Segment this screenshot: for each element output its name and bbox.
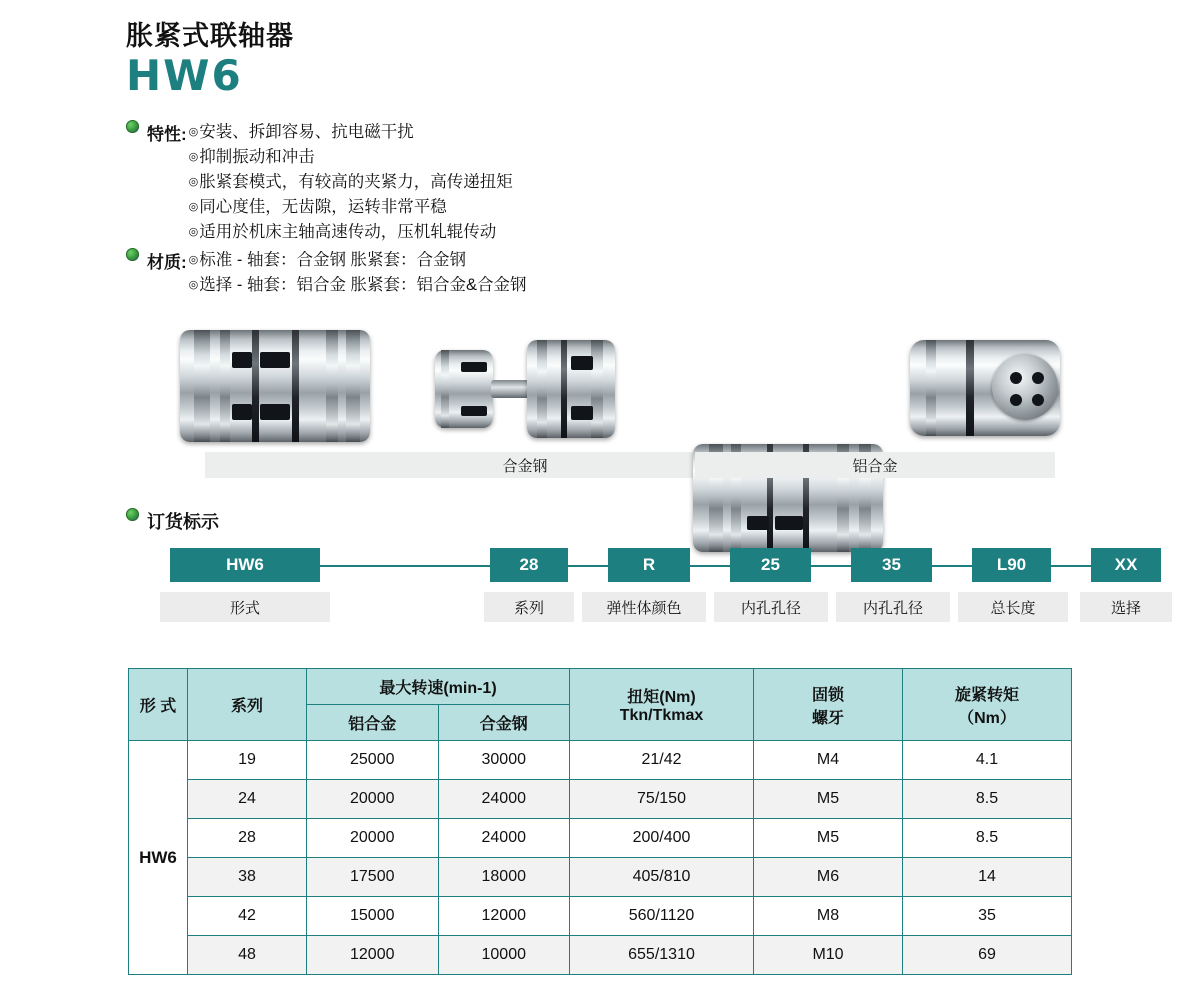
list-item: ◎同心度佳，无齿隙，运转非常平稳 [188,198,447,216]
cell-lock-thread: M4 [754,741,903,780]
cell-tightening-torque: 14 [903,858,1072,897]
cell-speed-aluminum: 25000 [307,741,439,780]
caption-aluminum-text: 铝合金 [852,457,898,475]
col-tightening-torque: 旋紧转矩 （Nm） [903,669,1072,741]
order-code-bore1: 25 [730,548,811,582]
product-photo-steel-assembled [180,330,370,442]
chain-connector [690,565,730,567]
table-row [129,780,1072,819]
cell-lock-thread: M5 [754,780,903,819]
features-section [126,120,513,245]
order-label-series: 系列 [484,592,574,622]
cell-series: 24 [188,780,307,819]
cell-lock-thread: M8 [754,897,903,936]
product-title: 胀紧式联轴器 [126,21,294,51]
cell-speed-steel: 24000 [438,819,570,858]
cell-tightening-torque: 8.5 [903,780,1072,819]
product-model: HW6 [126,50,243,100]
table-row [129,858,1072,897]
cell-speed-aluminum: 12000 [307,936,439,975]
cell-torque: 560/1120 [570,897,754,936]
cell-series: 42 [188,897,307,936]
col-max-speed: 最大转速(min-1) [307,669,570,705]
list-item: ◎胀紧套模式，有较高的夹紧力，高传递扭矩 [188,173,513,191]
cell-torque: 21/42 [570,741,754,780]
chain-connector [320,565,490,567]
order-label-bore1: 内孔孔径 [714,592,828,622]
cell-series: 48 [188,936,307,975]
square-bullet-icon: ◎ [188,176,199,188]
spec-table [128,668,1072,975]
chain-connector [1051,565,1091,567]
list-item: ◎抑制振动和冲击 [188,148,315,166]
bullet-icon [126,508,139,521]
table-header-row [129,669,1072,705]
ordering-label: 订货标示 [147,512,219,532]
cell-lock-thread: M6 [754,858,903,897]
product-images [180,322,1070,475]
order-code-form: HW6 [170,548,320,582]
chain-connector [932,565,972,567]
cell-speed-steel: 24000 [438,780,570,819]
material-list [189,248,527,298]
order-code-option: XX [1091,548,1161,582]
order-code-color: R [608,548,690,582]
cell-tightening-torque: 69 [903,936,1072,975]
col-type: 形 式 [129,669,188,741]
table-row [129,741,1072,780]
square-bullet-icon: ◎ [188,279,199,291]
list-item: ◎适用於机床主轴高速传动，压机轧辊传动 [188,223,497,241]
order-label-form: 形式 [160,592,330,622]
material-label: 材质: [147,253,187,272]
col-lock-thread: 固锁 螺牙 [754,669,903,741]
order-code-length: L90 [972,548,1051,582]
table-row [129,819,1072,858]
cell-lock-thread: M5 [754,819,903,858]
order-code-bore2: 35 [851,548,932,582]
order-code-series: 28 [490,548,568,582]
list-item: ◎标准 - 轴套：合金钢 胀紧套：合金钢 [188,251,467,269]
cell-tightening-torque: 35 [903,897,1072,936]
product-photo-steel-exploded [435,340,615,438]
square-bullet-icon: ◎ [188,226,199,238]
spec-table-body [129,741,1072,975]
cell-series: 19 [188,741,307,780]
cell-tightening-torque: 4.1 [903,741,1072,780]
col-torque: 扭矩(Nm) Tkn/Tkmax [570,669,754,741]
cell-series: 38 [188,858,307,897]
bullet-icon [126,248,139,261]
caption-steel-text: 合金钢 [502,457,548,475]
order-label-length: 总长度 [958,592,1068,622]
bullet-icon [126,120,139,133]
list-item: ◎安装、拆卸容易、抗电磁干扰 [188,123,414,141]
col-series: 系列 [188,669,307,741]
col-speed-steel: 合金钢 [438,705,570,741]
features-list [189,120,513,245]
cell-speed-aluminum: 20000 [307,780,439,819]
cell-speed-aluminum: 20000 [307,819,439,858]
chain-connector [568,565,608,567]
square-bullet-icon: ◎ [188,201,199,213]
cell-speed-steel: 30000 [438,741,570,780]
square-bullet-icon: ◎ [188,254,199,266]
cell-lock-thread: M10 [754,936,903,975]
list-item: ◎选择 - 轴套：铝合金 胀紧套：铝合金&合金钢 [188,276,527,294]
order-label-color: 弹性体颜色 [582,592,706,622]
col-speed-aluminum: 铝合金 [307,705,439,741]
table-row [129,936,1072,975]
cell-torque: 405/810 [570,858,754,897]
cell-torque: 655/1310 [570,936,754,975]
cell-torque: 200/400 [570,819,754,858]
ordering-section [126,508,219,534]
chain-connector [811,565,851,567]
cell-speed-aluminum: 15000 [307,897,439,936]
spec-table-head [129,669,1072,741]
caption-aluminum [695,452,1055,478]
cell-torque: 75/150 [570,780,754,819]
table-row [129,897,1072,936]
features-label: 特性: [147,125,187,144]
order-label-bore2: 内孔孔径 [836,592,950,622]
cell-speed-aluminum: 17500 [307,858,439,897]
order-label-option: 选择 [1080,592,1172,622]
square-bullet-icon: ◎ [188,126,199,138]
cell-speed-steel: 10000 [438,936,570,975]
cell-series: 28 [188,819,307,858]
product-photo-aluminum-hub [910,340,1060,436]
cell-speed-steel: 12000 [438,897,570,936]
cell-tightening-torque: 8.5 [903,819,1072,858]
cell-speed-steel: 18000 [438,858,570,897]
ordering-code-chain [150,548,1141,628]
cell-type: HW6 [129,741,188,975]
material-section [126,248,527,298]
square-bullet-icon: ◎ [188,151,199,163]
page-title [126,22,294,98]
